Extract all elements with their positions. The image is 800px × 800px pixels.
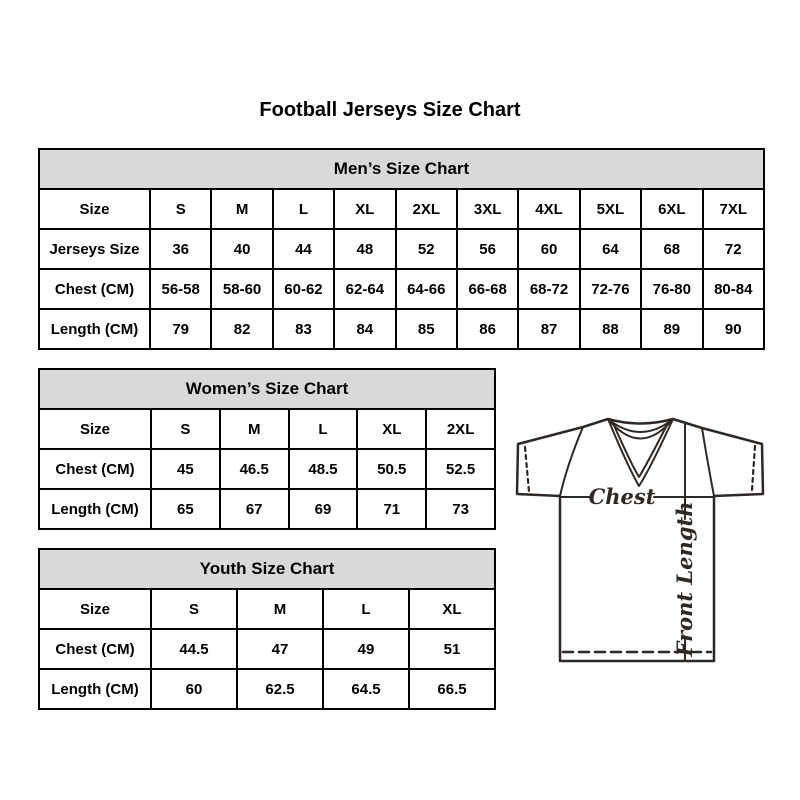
value-cell: XL <box>357 409 426 449</box>
right-armhole-seam <box>702 428 714 496</box>
value-cell: XL <box>334 189 395 229</box>
value-cell: S <box>150 189 211 229</box>
row-label-cell: Length (CM) <box>39 309 150 349</box>
value-cell: M <box>211 189 272 229</box>
left-cuff-dashed-line <box>525 447 529 492</box>
value-cell: 3XL <box>457 189 518 229</box>
value-cell: 82 <box>211 309 272 349</box>
value-cell: 60 <box>518 229 579 269</box>
value-cell: 58-60 <box>211 269 272 309</box>
womens-size-table <box>38 368 496 530</box>
front-length-label: Front Length <box>672 501 697 657</box>
table-title-row <box>39 369 495 409</box>
value-cell: 48.5 <box>289 449 358 489</box>
value-cell: 56 <box>457 229 518 269</box>
value-cell: 44.5 <box>151 629 237 669</box>
value-cell: 36 <box>150 229 211 269</box>
table-row <box>39 269 764 309</box>
value-cell: 2XL <box>396 189 457 229</box>
value-cell: 40 <box>211 229 272 269</box>
value-cell: 76-80 <box>641 269 702 309</box>
row-label-cell: Chest (CM) <box>39 269 150 309</box>
value-cell: 62.5 <box>237 669 323 709</box>
value-cell: 89 <box>641 309 702 349</box>
value-cell: 73 <box>426 489 495 529</box>
page-title: Football Jerseys Size Chart <box>259 99 521 121</box>
row-label-cell: Size <box>39 589 151 629</box>
table-row <box>39 449 495 489</box>
value-cell: 68-72 <box>518 269 579 309</box>
value-cell: 60-62 <box>273 269 334 309</box>
value-cell: 66-68 <box>457 269 518 309</box>
value-cell: 52.5 <box>426 449 495 489</box>
table-title-row <box>39 149 764 189</box>
value-cell: 90 <box>703 309 764 349</box>
row-label-cell: Size <box>39 189 150 229</box>
right-cuff-dashed-line <box>752 446 755 490</box>
row-label-cell: Length (CM) <box>39 669 151 709</box>
value-cell: L <box>289 409 358 449</box>
table-title: Youth Size Chart <box>39 549 495 589</box>
value-cell: 7XL <box>703 189 764 229</box>
value-cell: 72-76 <box>580 269 641 309</box>
table-row <box>39 489 495 529</box>
value-cell: 47 <box>237 629 323 669</box>
left-armhole-seam <box>560 427 583 496</box>
youth-size-table <box>38 548 496 710</box>
value-cell: 69 <box>289 489 358 529</box>
value-cell: XL <box>409 589 495 629</box>
jersey-measurement-diagram <box>512 414 772 668</box>
mens-size-table <box>38 148 765 350</box>
value-cell: 83 <box>273 309 334 349</box>
value-cell: 64 <box>580 229 641 269</box>
chest-label: Chest <box>588 484 656 509</box>
value-cell: 51 <box>409 629 495 669</box>
row-label-cell: Chest (CM) <box>39 449 151 489</box>
table-title-row <box>39 549 495 589</box>
value-cell: 6XL <box>641 189 702 229</box>
table-row <box>39 409 495 449</box>
value-cell: 79 <box>150 309 211 349</box>
value-cell: 2XL <box>426 409 495 449</box>
value-cell: 60 <box>151 669 237 709</box>
jersey-outline-path <box>517 419 763 661</box>
table-row <box>39 229 764 269</box>
value-cell: 88 <box>580 309 641 349</box>
value-cell: 87 <box>518 309 579 349</box>
value-cell: 72 <box>703 229 764 269</box>
value-cell: 67 <box>220 489 289 529</box>
value-cell: 45 <box>151 449 220 489</box>
value-cell: 71 <box>357 489 426 529</box>
value-cell: 68 <box>641 229 702 269</box>
value-cell: 85 <box>396 309 457 349</box>
value-cell: M <box>237 589 323 629</box>
table-row <box>39 669 495 709</box>
value-cell: L <box>323 589 409 629</box>
value-cell: 50.5 <box>357 449 426 489</box>
value-cell: 44 <box>273 229 334 269</box>
value-cell: 66.5 <box>409 669 495 709</box>
value-cell: 86 <box>457 309 518 349</box>
value-cell: L <box>273 189 334 229</box>
value-cell: 4XL <box>518 189 579 229</box>
table-title: Women’s Size Chart <box>39 369 495 409</box>
table-row <box>39 189 764 229</box>
row-label-cell: Chest (CM) <box>39 629 151 669</box>
value-cell: S <box>151 409 220 449</box>
value-cell: 65 <box>151 489 220 529</box>
value-cell: 5XL <box>580 189 641 229</box>
value-cell: 48 <box>334 229 395 269</box>
value-cell: M <box>220 409 289 449</box>
table-title: Men’s Size Chart <box>39 149 764 189</box>
value-cell: 64-66 <box>396 269 457 309</box>
row-label-cell: Length (CM) <box>39 489 151 529</box>
value-cell: S <box>151 589 237 629</box>
value-cell: 84 <box>334 309 395 349</box>
table-row <box>39 629 495 669</box>
value-cell: 46.5 <box>220 449 289 489</box>
value-cell: 64.5 <box>323 669 409 709</box>
row-label-cell: Size <box>39 409 151 449</box>
value-cell: 52 <box>396 229 457 269</box>
table-row <box>39 309 764 349</box>
value-cell: 56-58 <box>150 269 211 309</box>
row-label-cell: Jerseys Size <box>39 229 150 269</box>
value-cell: 49 <box>323 629 409 669</box>
value-cell: 62-64 <box>334 269 395 309</box>
value-cell: 80-84 <box>703 269 764 309</box>
table-row <box>39 589 495 629</box>
